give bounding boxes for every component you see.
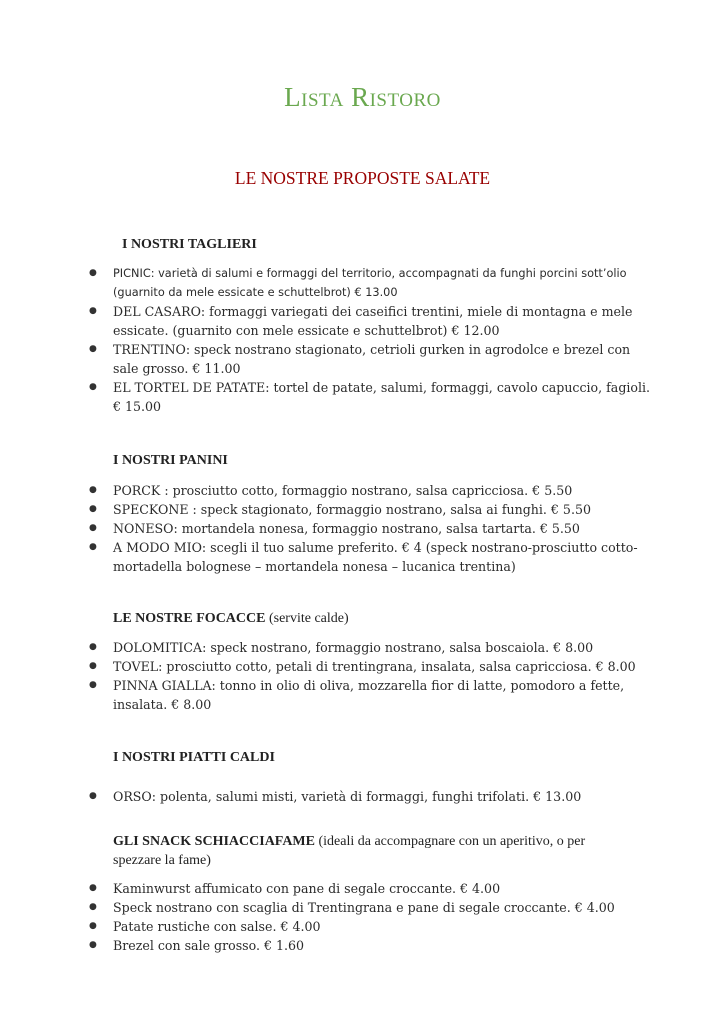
section-heading-snack-label: GLI SNACK SCHIACCIAFAME — [113, 834, 315, 849]
list-item: ● PINNA GIALLA: tonno in olio di oliva, mozzarella fior di latte, pomodoro a fette, insalata. € 8.00 — [113, 676, 653, 714]
list-item: ● TOVEL: prosciutto cotto, petali di trentingrana, insalata, salsa capricciosa. € 8.00 — [113, 657, 653, 676]
list-item: ● PORCK : prosciutto cotto, formaggio nostrano, salsa capricciosa. € 5.50 — [113, 481, 653, 500]
section-heading-focacce-label: LE NOSTRE FOCACCE — [113, 611, 266, 626]
list-item: ● EL TORTEL DE PATATE: tortel de patate, salumi, formaggi, cavolo capuccio, fagioli. € 15.00 — [113, 378, 653, 416]
section-heading-focacce-note: (servite calde) — [265, 611, 349, 626]
page-title: Lista Ristoro — [284, 82, 441, 112]
list-item: ● Speck nostrano con scaglia di Trentingrana e pane di segale croccante. € 4.00 — [113, 898, 653, 917]
section-heading-piatti: I NOSTRI PIATTI CALDI — [113, 750, 275, 765]
section-heading-snack — [113, 832, 613, 870]
list-item: ● DEL CASARO: formaggi variegati dei caseifici trentini, miele di montagna e mele essicate. (guarnito con mele essicate e schuttelbrot) € 12.00 — [113, 302, 653, 340]
list-focacce — [113, 638, 653, 714]
list-item: ● DOLOMITICA: speck nostrano, formaggio nostrano, salsa boscaiola. € 8.00 — [113, 638, 653, 657]
list-item: ● TRENTINO: speck nostrano stagionato, cetrioli gurken in agrodolce e brezel con sale grosso. € 11.00 — [113, 340, 653, 378]
section-heading-focacce — [113, 611, 349, 627]
list-taglieri — [113, 264, 653, 416]
list-item: ● ORSO: polenta, salumi misti, varietà di formaggi, funghi trifolati. € 13.00 — [113, 787, 653, 806]
list-item: ● A MODO MIO: scegli il tuo salume preferito. € 4 (speck nostrano-prosciutto cotto-mortadella bolognese – mortandela nonesa – lucanica trentina) — [113, 538, 653, 576]
section-heading-panini: I NOSTRI PANINI — [113, 453, 228, 468]
list-item: ● Patate rustiche con salse. € 4.00 — [113, 917, 653, 936]
page-subtitle: LE NOSTRE PROPOSTE SALATE — [234, 168, 491, 188]
list-item: ● PICNIC: varietà di salumi e formaggi del territorio, accompagnati da funghi porcini sott’olio (guarnito da mele essicate e schuttelbrot) € 13.00 — [113, 264, 653, 302]
list-piatti — [113, 787, 653, 806]
section-heading-snack-note: (ideali da accompagnare con un aperitivo, o per spezzare la fame) — [113, 834, 586, 868]
list-item: ● Brezel con sale grosso. € 1.60 — [113, 936, 653, 955]
list-snack — [113, 879, 653, 955]
list-item: ● NONESO: mortandela nonesa, formaggio nostrano, salsa tartarta. € 5.50 — [113, 519, 653, 538]
section-heading-taglieri: I NOSTRI TAGLIERI — [122, 237, 257, 252]
list-panini — [113, 481, 653, 576]
list-item: ● SPECKONE : speck stagionato, formaggio nostrano, salsa ai funghi. € 5.50 — [113, 500, 653, 519]
list-item: ● Kaminwurst affumicato con pane di segale croccante. € 4.00 — [113, 879, 653, 898]
